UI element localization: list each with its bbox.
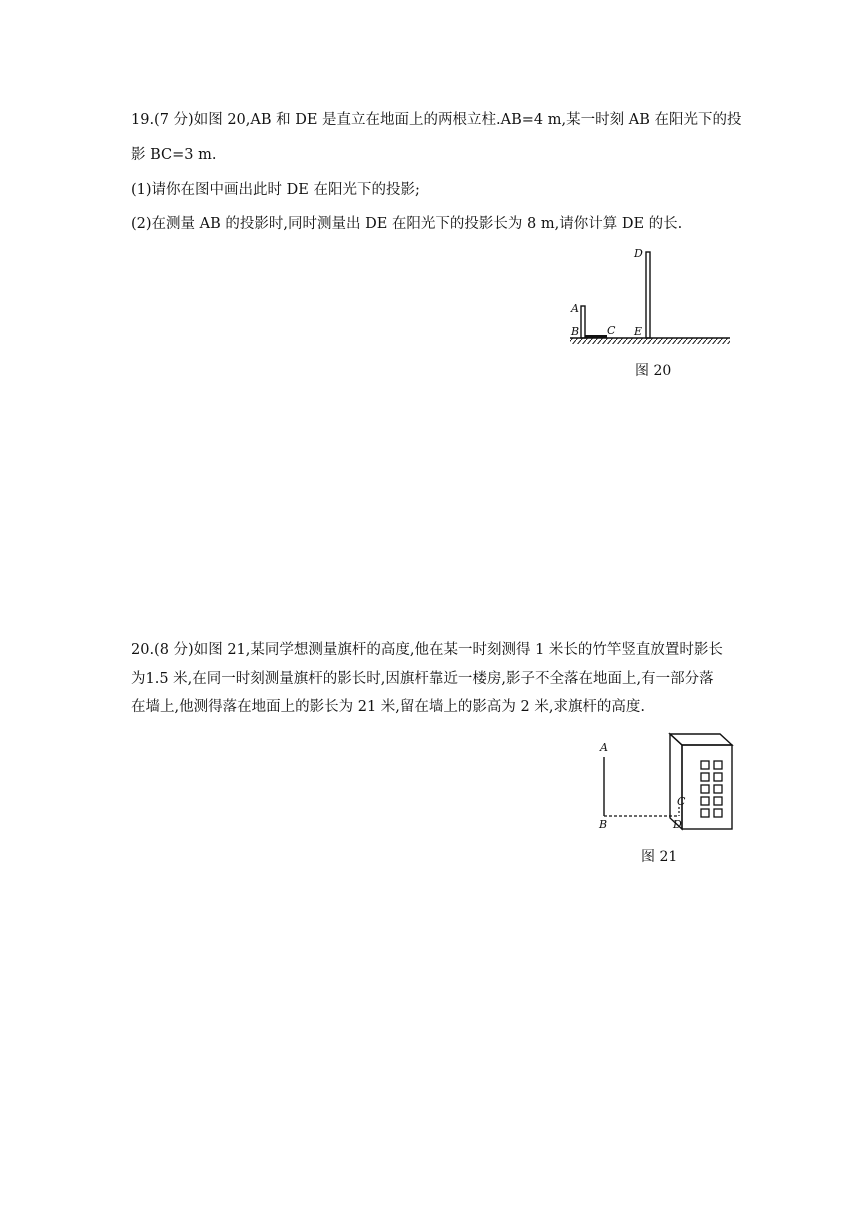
label-a: A: [571, 302, 579, 315]
label-c: C: [677, 795, 686, 808]
figure-21-caption: 图 21: [641, 849, 678, 865]
q20-line-1: 20.(8 分)如图 21,某同学想测量旗杆的高度,他在某一时刻测得 1 米长的竹竿竖直放置时影长: [131, 642, 723, 658]
figure-20-caption: 图 20: [635, 363, 672, 379]
q20-line-2: 为1.5 米,在同一时刻测量旗杆的影长时,因旗杆靠近一楼房,影子不全落在地面上,有一部分落: [131, 671, 714, 687]
ground-hatch: [570, 338, 730, 344]
label-d: D: [673, 818, 682, 831]
post-de: [646, 252, 650, 338]
building-windows: [701, 761, 722, 817]
shadow-bc: [585, 335, 607, 338]
label-b: B: [571, 325, 580, 338]
q19-line-2: 影 BC=3 m.: [131, 147, 217, 163]
figure-20: [566, 244, 741, 349]
label-a: A: [600, 741, 608, 754]
q19-line-1: 19.(7 分)如图 20,AB 和 DE 是直立在地面上的两根立柱.AB=4 m,某一时刻 AB 在阳光下的投: [131, 112, 742, 128]
q20-line-3: 在墙上,他测得落在地面上的影长为 21 米,留在墙上的影高为 2 米,求旗杆的高度.: [131, 699, 646, 715]
label-b: B: [599, 818, 608, 831]
q19-line-3: (1)请你在图中画出此时 DE 在阳光下的投影;: [131, 182, 420, 198]
figure-21: [594, 728, 744, 833]
label-e: E: [634, 325, 643, 338]
post-ab: [581, 306, 585, 338]
q19-line-4: (2)在测量 AB 的投影时,同时测量出 DE 在阳光下的投影长为 8 m,请你计算 DE 的长.: [131, 216, 683, 232]
label-d: D: [634, 247, 643, 260]
label-c: C: [607, 324, 616, 337]
